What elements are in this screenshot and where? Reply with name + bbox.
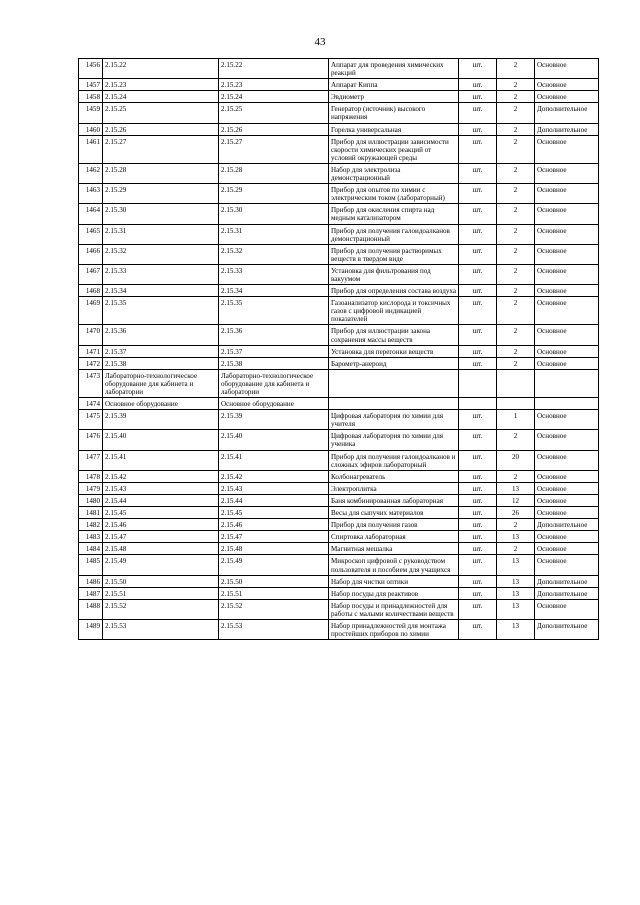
table-row bbox=[79, 264, 599, 284]
code-cell: 2.15.29 bbox=[103, 184, 219, 204]
code-cell: Лабораторно-технологическое оборудование для кабинета и лаборатории bbox=[103, 369, 219, 397]
code-cell: 2.15.37 bbox=[103, 345, 219, 357]
row-number-cell: 1480 bbox=[79, 494, 103, 506]
table-row bbox=[79, 470, 599, 482]
code-cell: 2.15.50 bbox=[103, 575, 219, 587]
unit-cell: шт. bbox=[459, 555, 497, 575]
unit-cell: шт. bbox=[459, 531, 497, 543]
equipment-type-cell: Основное bbox=[535, 430, 599, 450]
item-name-cell: Аппарат для проведения химических реакций bbox=[329, 59, 459, 79]
unit-cell: шт. bbox=[459, 410, 497, 430]
equipment-type-cell: Основное bbox=[535, 450, 599, 470]
equipment-type-cell: Основное bbox=[535, 410, 599, 430]
item-name-cell: Цифровая лаборатория по химии для учителя bbox=[329, 410, 459, 430]
table-row bbox=[79, 587, 599, 599]
code-cell: 2.15.23 bbox=[103, 79, 219, 91]
code-cell: Основное оборудование bbox=[103, 398, 219, 410]
unit-cell: шт. bbox=[459, 103, 497, 123]
table-row bbox=[79, 507, 599, 519]
table-row bbox=[79, 163, 599, 183]
table-row bbox=[79, 244, 599, 264]
equipment-type-cell: Основное bbox=[535, 482, 599, 494]
equipment-type-cell: Основное bbox=[535, 507, 599, 519]
table-row bbox=[79, 135, 599, 163]
code-cell: 2.15.49 bbox=[103, 555, 219, 575]
item-name-cell: Прибор для получения растворимых веществ в твердом виде bbox=[329, 244, 459, 264]
quantity-cell: 20 bbox=[497, 450, 535, 470]
item-name-cell: Набор принадлежностей для монтажа простейших приборов по химии bbox=[329, 619, 459, 639]
equipment-type-cell: Основное bbox=[535, 264, 599, 284]
quantity-cell: 13 bbox=[497, 619, 535, 639]
unit-cell: шт. bbox=[459, 184, 497, 204]
table-row bbox=[79, 123, 599, 135]
unit-cell: шт. bbox=[459, 519, 497, 531]
quantity-cell: 12 bbox=[497, 494, 535, 506]
equipment-type-cell: Дополнительное bbox=[535, 123, 599, 135]
row-number-cell: 1474 bbox=[79, 398, 103, 410]
code-alt-cell: 2.15.44 bbox=[219, 494, 329, 506]
item-name-cell: Набор для чистки оптики bbox=[329, 575, 459, 587]
quantity-cell: 2 bbox=[497, 244, 535, 264]
row-number-cell: 1467 bbox=[79, 264, 103, 284]
equipment-type-cell: Основное bbox=[535, 204, 599, 224]
code-cell: 2.15.28 bbox=[103, 163, 219, 183]
equipment-type-cell: Основное bbox=[535, 357, 599, 369]
item-name-cell: Установка для фильтрования под вакуумом bbox=[329, 264, 459, 284]
code-cell: 2.15.43 bbox=[103, 482, 219, 494]
item-name-cell: Спиртовка лабораторная bbox=[329, 531, 459, 543]
table-row bbox=[79, 204, 599, 224]
equipment-type-cell: Основное bbox=[535, 184, 599, 204]
code-alt-cell: 2.15.52 bbox=[219, 599, 329, 619]
quantity-cell: 2 bbox=[497, 543, 535, 555]
unit-cell: шт. bbox=[459, 224, 497, 244]
item-name-cell: Эвдиометр bbox=[329, 91, 459, 103]
quantity-cell: 26 bbox=[497, 507, 535, 519]
quantity-cell: 2 bbox=[497, 123, 535, 135]
unit-cell: шт. bbox=[459, 264, 497, 284]
equipment-type-cell: Дополнительное bbox=[535, 103, 599, 123]
unit-cell bbox=[459, 398, 497, 410]
item-name-cell: Аппарат Киппа bbox=[329, 79, 459, 91]
equipment-type-cell: Основное bbox=[535, 531, 599, 543]
code-cell: 2.15.35 bbox=[103, 297, 219, 325]
item-name-cell: Прибор для получения газов bbox=[329, 519, 459, 531]
code-alt-cell: 2.15.43 bbox=[219, 482, 329, 494]
table-row bbox=[79, 184, 599, 204]
code-alt-cell: 2.15.47 bbox=[219, 531, 329, 543]
row-number-cell: 1488 bbox=[79, 599, 103, 619]
item-name-cell: Микроскоп цифровой с руководством пользователя и пособием для учащихся bbox=[329, 555, 459, 575]
item-name-cell: Набор посуды для реактивов bbox=[329, 587, 459, 599]
unit-cell: шт. bbox=[459, 357, 497, 369]
code-cell: 2.15.24 bbox=[103, 91, 219, 103]
row-number-cell: 1479 bbox=[79, 482, 103, 494]
code-cell: 2.15.44 bbox=[103, 494, 219, 506]
row-number-cell: 1465 bbox=[79, 224, 103, 244]
quantity-cell bbox=[497, 369, 535, 397]
table-row bbox=[79, 575, 599, 587]
quantity-cell: 2 bbox=[497, 59, 535, 79]
code-cell: 2.15.45 bbox=[103, 507, 219, 519]
quantity-cell: 2 bbox=[497, 345, 535, 357]
unit-cell: шт. bbox=[459, 345, 497, 357]
code-cell: 2.15.30 bbox=[103, 204, 219, 224]
unit-cell: шт. bbox=[459, 575, 497, 587]
code-cell: 2.15.32 bbox=[103, 244, 219, 264]
item-name-cell: Магнитная мешалка bbox=[329, 543, 459, 555]
unit-cell: шт. bbox=[459, 59, 497, 79]
code-alt-cell: 2.15.26 bbox=[219, 123, 329, 135]
code-alt-cell: 2.15.27 bbox=[219, 135, 329, 163]
code-cell: 2.15.39 bbox=[103, 410, 219, 430]
code-alt-cell: 2.15.23 bbox=[219, 79, 329, 91]
quantity-cell: 13 bbox=[497, 482, 535, 494]
equipment-type-cell: Основное bbox=[535, 543, 599, 555]
code-alt-cell: 2.15.38 bbox=[219, 357, 329, 369]
row-number-cell: 1484 bbox=[79, 543, 103, 555]
code-alt-cell: Лабораторно-технологическое оборудование для кабинета и лаборатории bbox=[219, 369, 329, 397]
table-row bbox=[79, 224, 599, 244]
quantity-cell: 2 bbox=[497, 264, 535, 284]
row-number-cell: 1489 bbox=[79, 619, 103, 639]
equipment-type-cell: Основное bbox=[535, 470, 599, 482]
item-name-cell: Прибор для получения галоидоалканов и сложных эфиров лабораторный bbox=[329, 450, 459, 470]
unit-cell: шт. bbox=[459, 587, 497, 599]
quantity-cell bbox=[497, 398, 535, 410]
table-row bbox=[79, 285, 599, 297]
unit-cell: шт. bbox=[459, 204, 497, 224]
row-number-cell: 1468 bbox=[79, 285, 103, 297]
table-row bbox=[79, 519, 599, 531]
item-name-cell: Цифровая лаборатория по химии для ученика bbox=[329, 430, 459, 450]
equipment-type-cell: Дополнительное bbox=[535, 587, 599, 599]
equipment-type-cell: Основное bbox=[535, 599, 599, 619]
code-alt-cell: 2.15.30 bbox=[219, 204, 329, 224]
equipment-type-cell: Основное bbox=[535, 325, 599, 345]
quantity-cell: 2 bbox=[497, 204, 535, 224]
code-cell: 2.15.51 bbox=[103, 587, 219, 599]
table-row bbox=[79, 543, 599, 555]
row-number-cell: 1478 bbox=[79, 470, 103, 482]
row-number-cell: 1461 bbox=[79, 135, 103, 163]
equipment-type-cell: Основное bbox=[535, 224, 599, 244]
code-alt-cell: 2.15.39 bbox=[219, 410, 329, 430]
row-number-cell: 1457 bbox=[79, 79, 103, 91]
code-alt-cell: 2.15.51 bbox=[219, 587, 329, 599]
quantity-cell: 13 bbox=[497, 531, 535, 543]
equipment-type-cell: Дополнительное bbox=[535, 519, 599, 531]
unit-cell: шт. bbox=[459, 285, 497, 297]
code-alt-cell: 2.15.42 bbox=[219, 470, 329, 482]
table-row bbox=[79, 325, 599, 345]
quantity-cell: 13 bbox=[497, 599, 535, 619]
item-name-cell: Прибор для определения состава воздуха bbox=[329, 285, 459, 297]
table-row bbox=[79, 410, 599, 430]
row-number-cell: 1476 bbox=[79, 430, 103, 450]
table-row bbox=[79, 79, 599, 91]
item-name-cell: Электроплитка bbox=[329, 482, 459, 494]
code-alt-cell: 2.15.22 bbox=[219, 59, 329, 79]
code-alt-cell: 2.15.45 bbox=[219, 507, 329, 519]
unit-cell: шт. bbox=[459, 244, 497, 264]
table-body bbox=[79, 59, 599, 640]
quantity-cell: 2 bbox=[497, 184, 535, 204]
item-name-cell: Баня комбинированная лабораторная bbox=[329, 494, 459, 506]
code-cell: 2.15.40 bbox=[103, 430, 219, 450]
item-name-cell: Генератор (источник) высокого напряжения bbox=[329, 103, 459, 123]
unit-cell: шт. bbox=[459, 123, 497, 135]
row-number-cell: 1466 bbox=[79, 244, 103, 264]
quantity-cell: 2 bbox=[497, 357, 535, 369]
unit-cell: шт. bbox=[459, 494, 497, 506]
code-alt-cell: 2.15.34 bbox=[219, 285, 329, 297]
code-cell: 2.15.42 bbox=[103, 470, 219, 482]
unit-cell: шт. bbox=[459, 470, 497, 482]
unit-cell: шт. bbox=[459, 297, 497, 325]
code-cell: 2.15.52 bbox=[103, 599, 219, 619]
table-row bbox=[79, 531, 599, 543]
code-alt-cell: 2.15.41 bbox=[219, 450, 329, 470]
code-alt-cell: 2.15.37 bbox=[219, 345, 329, 357]
table-row bbox=[79, 103, 599, 123]
row-number-cell: 1487 bbox=[79, 587, 103, 599]
item-name-cell: Набор для электролиза демонстрационный bbox=[329, 163, 459, 183]
equipment-type-cell: Основное bbox=[535, 79, 599, 91]
row-number-cell: 1460 bbox=[79, 123, 103, 135]
quantity-cell: 2 bbox=[497, 430, 535, 450]
equipment-type-cell: Основное bbox=[535, 285, 599, 297]
quantity-cell: 1 bbox=[497, 410, 535, 430]
code-cell: 2.15.34 bbox=[103, 285, 219, 297]
unit-cell: шт. bbox=[459, 619, 497, 639]
quantity-cell: 2 bbox=[497, 163, 535, 183]
code-cell: 2.15.48 bbox=[103, 543, 219, 555]
quantity-cell: 13 bbox=[497, 575, 535, 587]
code-cell: 2.15.38 bbox=[103, 357, 219, 369]
code-cell: 2.15.41 bbox=[103, 450, 219, 470]
equipment-table bbox=[78, 58, 599, 640]
table-row bbox=[79, 450, 599, 470]
unit-cell bbox=[459, 369, 497, 397]
table-row bbox=[79, 619, 599, 639]
quantity-cell: 2 bbox=[497, 91, 535, 103]
equipment-type-cell bbox=[535, 398, 599, 410]
quantity-cell: 13 bbox=[497, 587, 535, 599]
row-number-cell: 1463 bbox=[79, 184, 103, 204]
table-row bbox=[79, 297, 599, 325]
table-row bbox=[79, 357, 599, 369]
code-alt-cell: 2.15.53 bbox=[219, 619, 329, 639]
row-number-cell: 1471 bbox=[79, 345, 103, 357]
table-row bbox=[79, 482, 599, 494]
unit-cell: шт. bbox=[459, 79, 497, 91]
table-row bbox=[79, 369, 599, 397]
item-name-cell: Набор посуды и принадлежностей для работы с малыми количествами веществ bbox=[329, 599, 459, 619]
code-alt-cell: 2.15.49 bbox=[219, 555, 329, 575]
equipment-type-cell bbox=[535, 369, 599, 397]
item-name-cell bbox=[329, 369, 459, 397]
equipment-type-cell: Основное bbox=[535, 59, 599, 79]
code-alt-cell: 2.15.40 bbox=[219, 430, 329, 450]
row-number-cell: 1485 bbox=[79, 555, 103, 575]
quantity-cell: 2 bbox=[497, 135, 535, 163]
unit-cell: шт. bbox=[459, 482, 497, 494]
item-name-cell: Горелка универсальная bbox=[329, 123, 459, 135]
row-number-cell: 1469 bbox=[79, 297, 103, 325]
row-number-cell: 1472 bbox=[79, 357, 103, 369]
item-name-cell: Прибор для окисления спирта над медным катализатором bbox=[329, 204, 459, 224]
code-cell: 2.15.31 bbox=[103, 224, 219, 244]
quantity-cell: 2 bbox=[497, 470, 535, 482]
row-number-cell: 1475 bbox=[79, 410, 103, 430]
row-number-cell: 1481 bbox=[79, 507, 103, 519]
item-name-cell: Прибор для получения галоидоалканов демонстрационный bbox=[329, 224, 459, 244]
code-alt-cell: 2.15.48 bbox=[219, 543, 329, 555]
row-number-cell: 1482 bbox=[79, 519, 103, 531]
unit-cell: шт. bbox=[459, 599, 497, 619]
code-cell: 2.15.22 bbox=[103, 59, 219, 79]
item-name-cell: Прибор для иллюстрации закона сохранения массы веществ bbox=[329, 325, 459, 345]
equipment-type-cell: Основное bbox=[535, 555, 599, 575]
page-number: 43 bbox=[314, 36, 326, 48]
item-name-cell: Весы для сыпучих материалов bbox=[329, 507, 459, 519]
code-alt-cell: 2.15.29 bbox=[219, 184, 329, 204]
table-row bbox=[79, 345, 599, 357]
code-alt-cell: 2.15.31 bbox=[219, 224, 329, 244]
unit-cell: шт. bbox=[459, 135, 497, 163]
item-name-cell: Прибор для опытов по химии с электрическим током (лабораторный) bbox=[329, 184, 459, 204]
code-alt-cell: 2.15.36 bbox=[219, 325, 329, 345]
equipment-type-cell: Основное bbox=[535, 345, 599, 357]
equipment-type-cell: Основное bbox=[535, 91, 599, 103]
equipment-type-cell: Основное bbox=[535, 244, 599, 264]
equipment-type-cell: Основное bbox=[535, 494, 599, 506]
code-cell: 2.15.53 bbox=[103, 619, 219, 639]
quantity-cell: 2 bbox=[497, 325, 535, 345]
item-name-cell: Барометр-анероид bbox=[329, 357, 459, 369]
row-number-cell: 1477 bbox=[79, 450, 103, 470]
row-number-cell: 1486 bbox=[79, 575, 103, 587]
code-cell: 2.15.25 bbox=[103, 103, 219, 123]
row-number-cell: 1483 bbox=[79, 531, 103, 543]
code-alt-cell: 2.15.25 bbox=[219, 103, 329, 123]
row-number-cell: 1458 bbox=[79, 91, 103, 103]
table-row bbox=[79, 555, 599, 575]
code-alt-cell: 2.15.46 bbox=[219, 519, 329, 531]
equipment-type-cell: Основное bbox=[535, 135, 599, 163]
code-cell: 2.15.36 bbox=[103, 325, 219, 345]
equipment-type-cell: Дополнительное bbox=[535, 619, 599, 639]
quantity-cell: 2 bbox=[497, 79, 535, 91]
quantity-cell: 2 bbox=[497, 285, 535, 297]
quantity-cell: 2 bbox=[497, 103, 535, 123]
row-number-cell: 1462 bbox=[79, 163, 103, 183]
unit-cell: шт. bbox=[459, 163, 497, 183]
quantity-cell: 2 bbox=[497, 519, 535, 531]
table-row bbox=[79, 59, 599, 79]
unit-cell: шт. bbox=[459, 325, 497, 345]
code-alt-cell: 2.15.32 bbox=[219, 244, 329, 264]
code-cell: 2.15.47 bbox=[103, 531, 219, 543]
table-row bbox=[79, 398, 599, 410]
code-cell: 2.15.46 bbox=[103, 519, 219, 531]
item-name-cell: Установка для перегонки веществ bbox=[329, 345, 459, 357]
code-alt-cell: 2.15.50 bbox=[219, 575, 329, 587]
row-number-cell: 1464 bbox=[79, 204, 103, 224]
unit-cell: шт. bbox=[459, 430, 497, 450]
code-alt-cell: 2.15.28 bbox=[219, 163, 329, 183]
code-cell: 2.15.33 bbox=[103, 264, 219, 284]
unit-cell: шт. bbox=[459, 450, 497, 470]
code-cell: 2.15.27 bbox=[103, 135, 219, 163]
code-alt-cell: 2.15.35 bbox=[219, 297, 329, 325]
equipment-type-cell: Дополнительное bbox=[535, 575, 599, 587]
unit-cell: шт. bbox=[459, 507, 497, 519]
equipment-type-cell: Основное bbox=[535, 297, 599, 325]
unit-cell: шт. bbox=[459, 91, 497, 103]
table-row bbox=[79, 91, 599, 103]
code-alt-cell: 2.15.33 bbox=[219, 264, 329, 284]
item-name-cell: Прибор для иллюстрации зависимости скорости химических реакций от условий окружающей среды bbox=[329, 135, 459, 163]
table-row bbox=[79, 494, 599, 506]
unit-cell: шт. bbox=[459, 543, 497, 555]
row-number-cell: 1473 bbox=[79, 369, 103, 397]
table-row bbox=[79, 430, 599, 450]
code-alt-cell: Основное оборудование bbox=[219, 398, 329, 410]
code-cell: 2.15.26 bbox=[103, 123, 219, 135]
row-number-cell: 1470 bbox=[79, 325, 103, 345]
item-name-cell: Газоанализатор кислорода и токсичных газов с цифровой индикацией показателей bbox=[329, 297, 459, 325]
item-name-cell: Колбонагреватель bbox=[329, 470, 459, 482]
row-number-cell: 1459 bbox=[79, 103, 103, 123]
quantity-cell: 2 bbox=[497, 224, 535, 244]
quantity-cell: 2 bbox=[497, 297, 535, 325]
quantity-cell: 13 bbox=[497, 555, 535, 575]
row-number-cell: 1456 bbox=[79, 59, 103, 79]
code-alt-cell: 2.15.24 bbox=[219, 91, 329, 103]
equipment-type-cell: Основное bbox=[535, 163, 599, 183]
table-row bbox=[79, 599, 599, 619]
item-name-cell bbox=[329, 398, 459, 410]
